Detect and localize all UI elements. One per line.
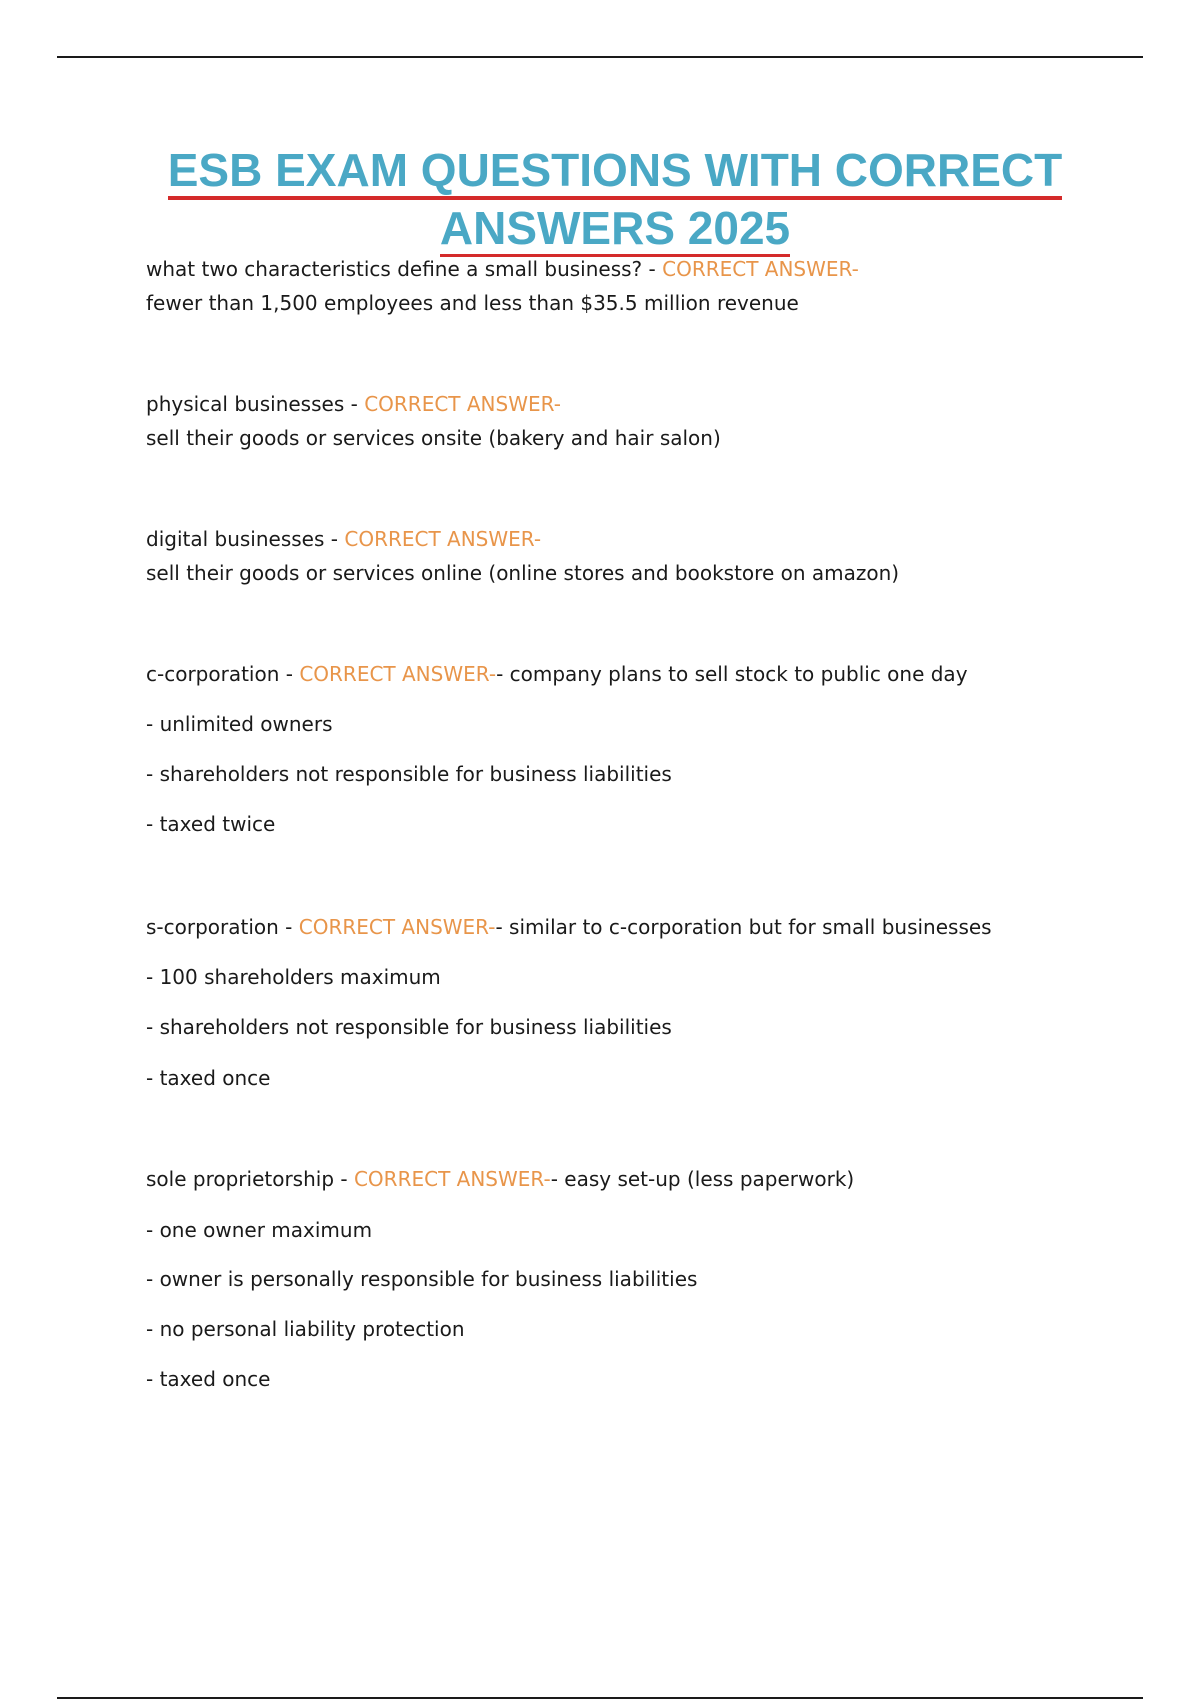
correct-answer-marker: CORRECT ANSWER [353,1167,544,1191]
correct-answer-marker: CORRECT ANSWER [299,662,489,686]
correct-answer-marker: CORRECT ANSWER [298,915,489,939]
bullet-item: - owner is personally responsible for business liabilities [146,1267,698,1291]
bullet-item: - no personal liability protection [146,1317,465,1341]
question-text: digital businesses [146,527,325,551]
bullet-item: - shareholders not responsible for business liabilities [146,762,672,786]
question-line: what two characteristics define a small business? - CORRECT ANSWER- [146,257,859,281]
title-line-1: ESB EXAM QUESTIONS WITH CORRECT [168,144,1062,200]
answer-text: sell their goods or services onsite (bakery and hair salon) [146,426,721,450]
bullet-item: - unlimited owners [146,712,333,736]
question-line: c-corporation - CORRECT ANSWER-- company plans to sell stock to public one day [146,662,968,686]
answer-text: - easy set-up (less paperwork) [550,1167,855,1191]
bullet-item: - taxed once [146,1367,271,1391]
question-line: sole proprietorship - CORRECT ANSWER-- easy set-up (less paperwork) [146,1167,855,1191]
correct-answer-marker: CORRECT ANSWER [344,527,534,551]
document-title [145,142,1085,257]
bullet-item: - one owner maximum [146,1218,373,1242]
question-text: sole proprietorship [146,1167,335,1191]
bullet-item: - shareholders not responsible for business liabilities [146,1015,672,1039]
question-line: physical businesses - CORRECT ANSWER- [146,392,561,416]
title-line-2: ANSWERS 2025 [440,202,790,257]
correct-answer-marker: CORRECT ANSWER [364,392,554,416]
question-text: c-corporation [146,662,280,686]
bottom-rule [57,1697,1143,1699]
question-text: s-corporation [146,915,279,939]
question-text: what two characteristics define a small business? [146,257,643,281]
top-rule [57,56,1143,58]
question-line: s-corporation - CORRECT ANSWER-- similar to c-corporation but for small businesses [146,915,992,939]
question-line: digital businesses - CORRECT ANSWER- [146,527,542,551]
correct-answer-marker: CORRECT ANSWER [662,257,852,281]
answer-text: fewer than 1,500 employees and less than $35.5 million revenue [146,291,799,315]
bullet-item: - taxed twice [146,812,276,836]
answer-text: - company plans to sell stock to public one day [496,662,968,686]
bullet-item: - taxed once [146,1066,271,1090]
answer-text: sell their goods or services online (online stores and bookstore on amazon) [146,561,900,585]
question-text: physical businesses [146,392,345,416]
bullet-item: - 100 shareholders maximum [146,965,441,989]
answer-text: - similar to c-corporation but for small businesses [495,915,992,939]
